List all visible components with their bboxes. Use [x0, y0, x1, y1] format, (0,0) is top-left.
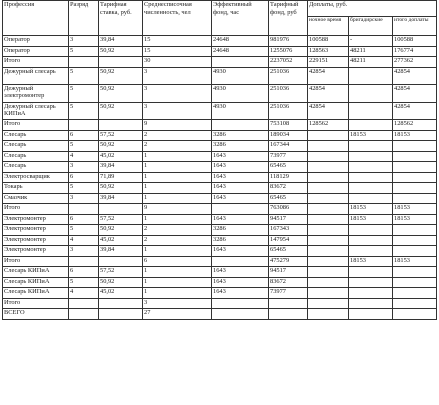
headcount-cell: 6: [143, 256, 212, 267]
rate-cell: [99, 256, 143, 267]
brigadier-cell: [349, 288, 393, 299]
fund-hours-cell: 24648: [212, 46, 269, 57]
fund-hours-cell: 1643: [212, 246, 269, 257]
brigadier-cell: [349, 309, 393, 320]
total-surcharge-cell: 100588: [393, 36, 437, 47]
headcount-cell: 1: [143, 267, 212, 278]
total-surcharge-cell: 42854: [393, 67, 437, 85]
headcount-cell: 3: [143, 67, 212, 85]
rate-cell: 71,89: [99, 172, 143, 183]
table-row: [3, 235, 437, 246]
table-row: [3, 102, 437, 120]
grade-cell: 5: [69, 277, 99, 288]
night-cell: 128563: [308, 46, 349, 57]
brigadier-cell: [349, 141, 393, 152]
total-surcharge-cell: [393, 298, 437, 309]
night-cell: [308, 204, 349, 215]
total-surcharge-cell: 18153: [393, 256, 437, 267]
grade-cell: 3: [69, 36, 99, 47]
brigadier-cell: 18153: [349, 130, 393, 141]
grade-cell: 5: [69, 141, 99, 152]
rate-cell: 50,92: [99, 183, 143, 194]
total-surcharge-cell: [393, 162, 437, 173]
total-surcharge-cell: 42854: [393, 85, 437, 103]
grade-cell: 5: [69, 46, 99, 57]
rate-cell: 50,92: [99, 102, 143, 120]
headcount-cell: 27: [143, 309, 212, 320]
profession-cell: Слесарь КИПиА: [3, 288, 69, 299]
rate-cell: 50,92: [99, 225, 143, 236]
rate-cell: 39,84: [99, 193, 143, 204]
rate-cell: [99, 120, 143, 131]
table-row: [3, 277, 437, 288]
night-cell: 42854: [308, 67, 349, 85]
tariff-fund-cell: 753108: [269, 120, 308, 131]
night-cell: [308, 246, 349, 257]
table-row: [3, 57, 437, 68]
rate-cell: [99, 57, 143, 68]
grade-cell: 6: [69, 130, 99, 141]
table-row: [3, 214, 437, 225]
rate-cell: 39,84: [99, 162, 143, 173]
total-surcharge-cell: [393, 288, 437, 299]
profession-cell: Дежурный слесарь: [3, 67, 69, 85]
tariff-fund-cell: 1255076: [269, 46, 308, 57]
profession-cell: Итого: [3, 298, 69, 309]
brigadier-cell: [349, 298, 393, 309]
night-cell: [308, 309, 349, 320]
tariff-fund-cell: 65465: [269, 193, 308, 204]
headcount-cell: 9: [143, 120, 212, 131]
profession-cell: Слесарь: [3, 151, 69, 162]
profession-cell: Итого: [3, 256, 69, 267]
rate-cell: 39,84: [99, 36, 143, 47]
profession-cell: Смазчик: [3, 193, 69, 204]
grade-cell: 4: [69, 288, 99, 299]
headcount-cell: 1: [143, 193, 212, 204]
table-row: [3, 298, 437, 309]
total-surcharge-cell: 128562: [393, 120, 437, 131]
header-row: [3, 1, 437, 17]
total-surcharge-cell: 18153: [393, 214, 437, 225]
fund-hours-cell: 1643: [212, 267, 269, 278]
fund-hours-cell: [212, 57, 269, 68]
brigadier-cell: -: [349, 36, 393, 47]
rate-cell: [99, 204, 143, 215]
profession-cell: Электросварщик: [3, 172, 69, 183]
brigadier-cell: [349, 235, 393, 246]
headcount-cell: 1: [143, 172, 212, 183]
fund-hours-cell: 4930: [212, 85, 269, 103]
headcount-cell: 3: [143, 298, 212, 309]
profession-cell: Итого: [3, 204, 69, 215]
grade-cell: [69, 309, 99, 320]
headcount-cell: 3: [143, 85, 212, 103]
brigadier-cell: [349, 267, 393, 278]
fund-hours-cell: 3286: [212, 225, 269, 236]
tariff-fund-cell: 2237052: [269, 57, 308, 68]
header-fund-hours: Эффективный фонд, час: [212, 1, 269, 36]
header-headcount: Среднесписочная численность, чел: [143, 1, 212, 36]
tariff-fund-cell: 65465: [269, 246, 308, 257]
fund-hours-cell: 3286: [212, 141, 269, 152]
fund-hours-cell: 1643: [212, 172, 269, 183]
profession-cell: Электромонтер: [3, 214, 69, 225]
night-cell: [308, 151, 349, 162]
header-surcharges: Доплаты, руб.: [308, 1, 437, 17]
total-surcharge-cell: [393, 172, 437, 183]
total-surcharge-cell: [393, 183, 437, 194]
header-night: ночное время: [308, 17, 349, 36]
total-surcharge-cell: [393, 267, 437, 278]
table-row: [3, 172, 437, 183]
tariff-fund-cell: 83672: [269, 183, 308, 194]
brigadier-cell: 48211: [349, 57, 393, 68]
profession-cell: Итого: [3, 57, 69, 68]
brigadier-cell: 18153: [349, 214, 393, 225]
rate-cell: 50,92: [99, 277, 143, 288]
night-cell: [308, 256, 349, 267]
grade-cell: [69, 204, 99, 215]
headcount-cell: 1: [143, 246, 212, 257]
profession-cell: Оператор: [3, 46, 69, 57]
table-row: [3, 36, 437, 47]
grade-cell: [69, 120, 99, 131]
fund-hours-cell: 1643: [212, 277, 269, 288]
table-row: [3, 225, 437, 236]
brigadier-cell: 18153: [349, 256, 393, 267]
profession-cell: Электромонтер: [3, 235, 69, 246]
profession-cell: ВСЕГО: [3, 309, 69, 320]
table-row: [3, 120, 437, 131]
tariff-fund-cell: 73977: [269, 288, 308, 299]
tariff-fund-cell: 763086: [269, 204, 308, 215]
grade-cell: 3: [69, 193, 99, 204]
headcount-cell: 1: [143, 183, 212, 194]
table-row: [3, 151, 437, 162]
grade-cell: 6: [69, 214, 99, 225]
profession-cell: Итого: [3, 120, 69, 131]
profession-cell: Оператор: [3, 36, 69, 47]
profession-cell: Слесарь КИПиА: [3, 267, 69, 278]
tariff-fund-cell: 251036: [269, 102, 308, 120]
table-row: [3, 309, 437, 320]
table-row: [3, 85, 437, 103]
total-surcharge-cell: [393, 151, 437, 162]
total-surcharge-cell: [393, 225, 437, 236]
headcount-cell: 15: [143, 36, 212, 47]
night-cell: 128562: [308, 120, 349, 131]
table-row: [3, 193, 437, 204]
total-surcharge-cell: 18153: [393, 204, 437, 215]
night-cell: [308, 267, 349, 278]
rate-cell: 57,52: [99, 267, 143, 278]
grade-cell: 4: [69, 235, 99, 246]
table-row: [3, 288, 437, 299]
fund-hours-cell: 1643: [212, 151, 269, 162]
headcount-cell: 30: [143, 57, 212, 68]
grade-cell: 5: [69, 102, 99, 120]
rate-cell: 57,52: [99, 214, 143, 225]
brigadier-cell: [349, 85, 393, 103]
rate-cell: 45,02: [99, 288, 143, 299]
grade-cell: 6: [69, 172, 99, 183]
fund-hours-cell: 24648: [212, 36, 269, 47]
tariff-fund-cell: 251036: [269, 67, 308, 85]
headcount-cell: 3: [143, 102, 212, 120]
tariff-fund-cell: 147954: [269, 235, 308, 246]
tariff-fund-cell: [269, 309, 308, 320]
rate-cell: 39,84: [99, 246, 143, 257]
tariff-fund-cell: 94517: [269, 267, 308, 278]
night-cell: 100588: [308, 36, 349, 47]
headcount-cell: 2: [143, 141, 212, 152]
grade-cell: [69, 298, 99, 309]
headcount-cell: 1: [143, 162, 212, 173]
fund-hours-cell: [212, 256, 269, 267]
grade-cell: 6: [69, 267, 99, 278]
fund-hours-cell: 4930: [212, 67, 269, 85]
fund-hours-cell: [212, 298, 269, 309]
night-cell: 229151: [308, 57, 349, 68]
fund-hours-cell: 1643: [212, 183, 269, 194]
grade-cell: 5: [69, 183, 99, 194]
rate-cell: 50,92: [99, 67, 143, 85]
payroll-table: [2, 0, 437, 320]
table-row: [3, 183, 437, 194]
tariff-fund-cell: [269, 298, 308, 309]
rate-cell: 45,02: [99, 235, 143, 246]
brigadier-cell: [349, 67, 393, 85]
total-surcharge-cell: 277362: [393, 57, 437, 68]
profession-cell: Слесарь: [3, 130, 69, 141]
brigadier-cell: [349, 193, 393, 204]
total-surcharge-cell: 42854: [393, 102, 437, 120]
rate-cell: 50,92: [99, 85, 143, 103]
brigadier-cell: 18153: [349, 204, 393, 215]
rate-cell: 50,92: [99, 141, 143, 152]
tariff-fund-cell: 251036: [269, 85, 308, 103]
night-cell: [308, 183, 349, 194]
headcount-cell: 1: [143, 288, 212, 299]
brigadier-cell: 48211: [349, 46, 393, 57]
grade-cell: 5: [69, 67, 99, 85]
tariff-fund-cell: 73977: [269, 151, 308, 162]
night-cell: [308, 288, 349, 299]
brigadier-cell: [349, 225, 393, 236]
header-rate: Тарифная ставка, руб.: [99, 1, 143, 36]
tariff-fund-cell: 65465: [269, 162, 308, 173]
night-cell: 42854: [308, 102, 349, 120]
document-page: [2, 0, 436, 320]
profession-cell: Слесарь: [3, 141, 69, 152]
fund-hours-cell: 3286: [212, 235, 269, 246]
headcount-cell: 9: [143, 204, 212, 215]
brigadier-cell: [349, 151, 393, 162]
night-cell: [308, 277, 349, 288]
table-row: [3, 46, 437, 57]
grade-cell: [69, 57, 99, 68]
total-surcharge-cell: 18153: [393, 130, 437, 141]
total-surcharge-cell: [393, 246, 437, 257]
headcount-cell: 15: [143, 46, 212, 57]
rate-cell: 45,02: [99, 151, 143, 162]
rate-cell: 57,52: [99, 130, 143, 141]
header-grade: Разряд: [69, 1, 99, 36]
fund-hours-cell: [212, 120, 269, 131]
table-row: [3, 130, 437, 141]
table-row: [3, 141, 437, 152]
night-cell: [308, 298, 349, 309]
rate-cell: [99, 309, 143, 320]
tariff-fund-cell: 981976: [269, 36, 308, 47]
fund-hours-cell: 1643: [212, 162, 269, 173]
tariff-fund-cell: 167343: [269, 225, 308, 236]
night-cell: [308, 235, 349, 246]
header-total-surcharge: итого доплаты: [393, 17, 437, 36]
grade-cell: 3: [69, 246, 99, 257]
brigadier-cell: [349, 246, 393, 257]
fund-hours-cell: 1643: [212, 214, 269, 225]
night-cell: [308, 141, 349, 152]
rate-cell: [99, 298, 143, 309]
night-cell: [308, 225, 349, 236]
table-row: [3, 204, 437, 215]
profession-cell: Дежурный слесарь КИПиА: [3, 102, 69, 120]
table-row: [3, 267, 437, 278]
headcount-cell: 2: [143, 235, 212, 246]
headcount-cell: 1: [143, 214, 212, 225]
brigadier-cell: [349, 183, 393, 194]
total-surcharge-cell: [393, 141, 437, 152]
table-row: [3, 162, 437, 173]
table-row: [3, 256, 437, 267]
headcount-cell: 2: [143, 130, 212, 141]
tariff-fund-cell: 94517: [269, 214, 308, 225]
total-surcharge-cell: [393, 277, 437, 288]
night-cell: [308, 130, 349, 141]
brigadier-cell: [349, 120, 393, 131]
night-cell: [308, 193, 349, 204]
header-brigadier: бригадирские: [349, 17, 393, 36]
night-cell: [308, 162, 349, 173]
headcount-cell: 1: [143, 151, 212, 162]
tariff-fund-cell: 189034: [269, 130, 308, 141]
headcount-cell: 2: [143, 225, 212, 236]
fund-hours-cell: 1643: [212, 288, 269, 299]
tariff-fund-cell: 83672: [269, 277, 308, 288]
profession-cell: Слесарь КИПиА: [3, 277, 69, 288]
total-surcharge-cell: [393, 235, 437, 246]
fund-hours-cell: 1643: [212, 193, 269, 204]
profession-cell: Дежурный электромонтер: [3, 85, 69, 103]
table-body: [3, 36, 437, 320]
total-surcharge-cell: [393, 193, 437, 204]
night-cell: [308, 172, 349, 183]
headcount-cell: 1: [143, 277, 212, 288]
profession-cell: Электромонтер: [3, 246, 69, 257]
grade-cell: 4: [69, 151, 99, 162]
profession-cell: Слесарь: [3, 162, 69, 173]
total-surcharge-cell: 176774: [393, 46, 437, 57]
fund-hours-cell: 3286: [212, 130, 269, 141]
grade-cell: [69, 256, 99, 267]
brigadier-cell: [349, 172, 393, 183]
fund-hours-cell: [212, 309, 269, 320]
fund-hours-cell: [212, 204, 269, 215]
night-cell: [308, 214, 349, 225]
header-tariff-fund: Тарифный фонд, руб: [269, 1, 308, 36]
profession-cell: Токарь: [3, 183, 69, 194]
profession-cell: Электромонтер: [3, 225, 69, 236]
brigadier-cell: [349, 102, 393, 120]
brigadier-cell: [349, 277, 393, 288]
rate-cell: 50,92: [99, 46, 143, 57]
header-profession: Профессия: [3, 1, 69, 36]
table-row: [3, 246, 437, 257]
tariff-fund-cell: 118129: [269, 172, 308, 183]
tariff-fund-cell: 475279: [269, 256, 308, 267]
grade-cell: 5: [69, 225, 99, 236]
grade-cell: 5: [69, 85, 99, 103]
table-row: [3, 67, 437, 85]
fund-hours-cell: 4930: [212, 102, 269, 120]
total-surcharge-cell: [393, 309, 437, 320]
night-cell: 42854: [308, 85, 349, 103]
grade-cell: 3: [69, 162, 99, 173]
brigadier-cell: [349, 162, 393, 173]
tariff-fund-cell: 167344: [269, 141, 308, 152]
